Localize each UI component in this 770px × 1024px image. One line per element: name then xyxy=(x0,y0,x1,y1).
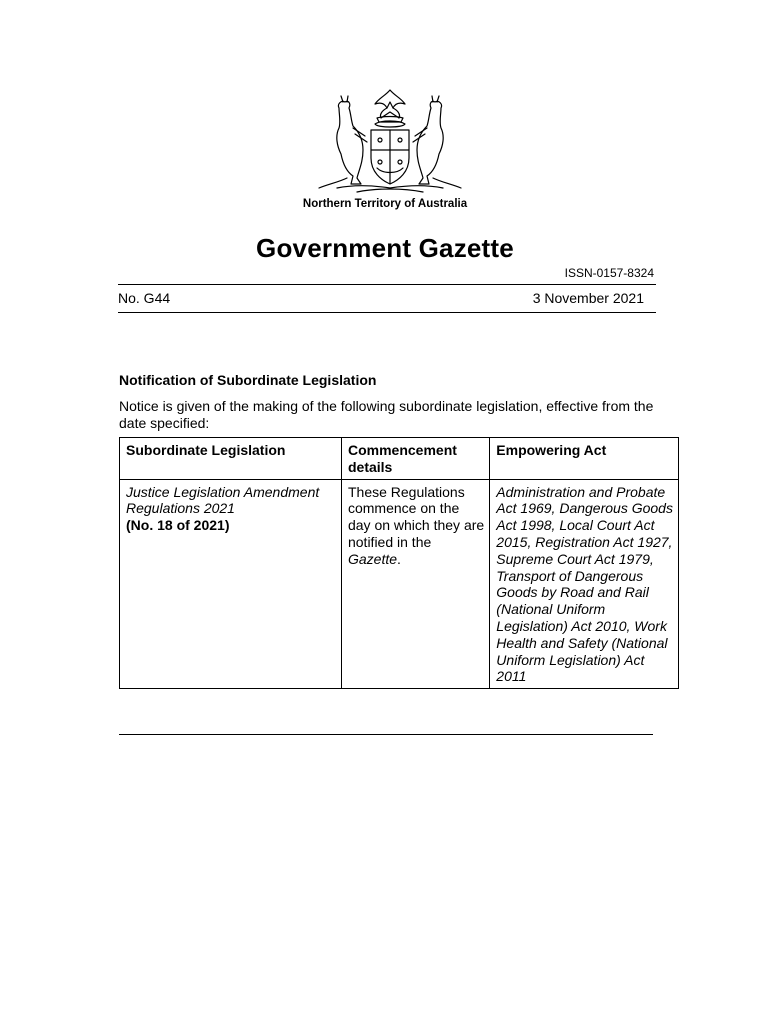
issn-number: ISSN-0157-8324 xyxy=(564,266,654,280)
notice-heading: Notification of Subordinate Legislation xyxy=(119,372,377,388)
column-header-commencement-details: Commencement details xyxy=(341,438,489,480)
notice-intro: Notice is given of the making of the following subordinate legislation, effective from the date specified: xyxy=(119,398,654,431)
table-header-row xyxy=(120,438,679,480)
coat-of-arms-icon xyxy=(317,88,463,196)
legislation-table xyxy=(119,437,679,689)
issue-number: No. G44 xyxy=(118,290,171,306)
end-of-notice-rule xyxy=(119,734,653,735)
commencement-cell xyxy=(341,479,489,689)
legislation-number: (No. 18 of 2021) xyxy=(126,517,230,534)
commencement-end: . xyxy=(397,550,401,567)
empowering-act-cell: Administration and Probate Act 1969, Dangerous Goods Act 1998, Local Court Act 2015, Registration Act 1927, Supreme Court Act 1979, Transport of Dangerous Goods by Road and Rail (National Uniform Legislation) Act 2010, Work Health and Safety (National Uniform Legislation) Act 2011 xyxy=(490,479,679,689)
header-rule-top xyxy=(118,284,656,285)
legislation-title: Justice Legislation Amendment Regulations 2021 xyxy=(126,483,320,517)
column-header-subordinate-legislation: Subordinate Legislation xyxy=(120,438,342,480)
commencement-gazette: Gazette xyxy=(347,550,398,567)
header-rule-bottom xyxy=(118,312,656,313)
issue-date: 3 November 2021 xyxy=(532,290,644,306)
commencement-text: These Regulations commence on the day on which they are notified in the xyxy=(347,483,485,550)
gazette-title: Government Gazette xyxy=(256,233,514,263)
subordinate-legislation-cell xyxy=(120,479,342,689)
column-header-empowering-act: Empowering Act xyxy=(490,438,679,480)
table-row xyxy=(120,479,679,689)
jurisdiction-name: Northern Territory of Australia xyxy=(302,198,468,210)
